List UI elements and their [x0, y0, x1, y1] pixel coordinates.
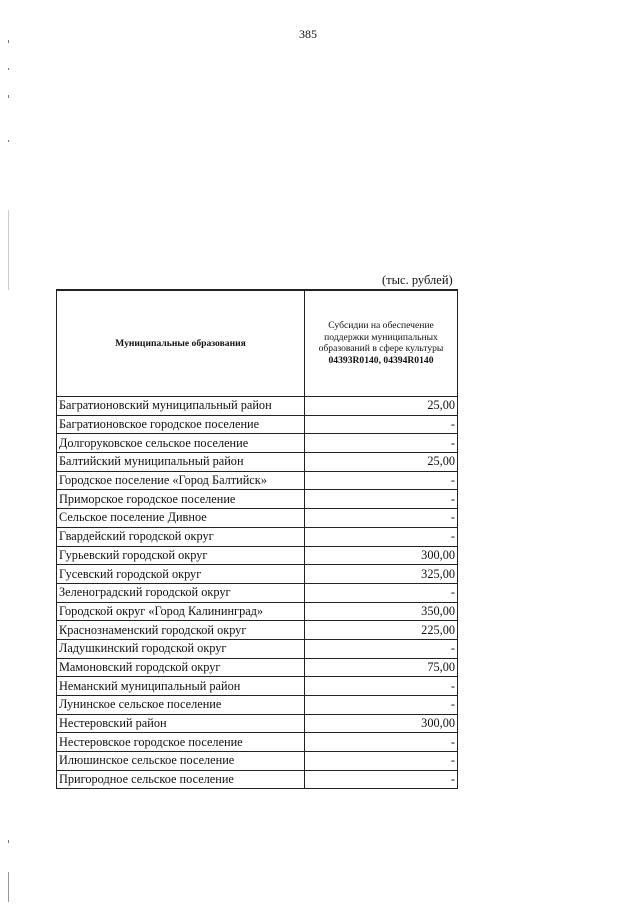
subsidy-amount: 75,00 [305, 658, 458, 677]
subsidy-amount: - [305, 509, 458, 528]
municipality-name: Приморское городское поселение [57, 490, 305, 509]
units-label: (тыс. рублей) [382, 273, 453, 287]
municipality-name: Нестеровское городское поселение [57, 733, 305, 752]
municipality-name: Пригородное сельское поселение [57, 770, 305, 789]
municipality-name: Нестеровский район [57, 714, 305, 733]
table-row [57, 415, 458, 434]
header-subsidy-line: Субсидии на обеспечение [328, 320, 434, 332]
municipality-name: Гурьевский городской округ [57, 546, 305, 565]
municipality-name: Долгоруковское сельское поселение [57, 434, 305, 453]
municipality-name: Ладушкинский городской округ [57, 639, 305, 658]
table-row [57, 621, 458, 640]
table-row [57, 602, 458, 621]
header-subsidy-line: поддержки муниципальных [324, 331, 438, 343]
municipality-name: Зеленоградский городской округ [57, 583, 305, 602]
subsidy-amount: - [305, 696, 458, 715]
subsidy-amount: 225,00 [305, 621, 458, 640]
scan-mark [8, 840, 9, 843]
scan-mark [8, 140, 9, 142]
table-body [57, 397, 458, 789]
table-row [57, 397, 458, 416]
subsidy-amount: - [305, 583, 458, 602]
table-row [57, 714, 458, 733]
table-row [57, 490, 458, 509]
subsidy-amount: 25,00 [305, 453, 458, 472]
header-budget-codes: 04393R0140, 04394R0140 [328, 354, 434, 366]
subsidy-amount: - [305, 490, 458, 509]
subsidy-amount: - [305, 752, 458, 771]
subsidy-amount: - [305, 415, 458, 434]
municipality-name: Илюшинское сельское поселение [57, 752, 305, 771]
municipality-name: Сельское поселение Дивное [57, 509, 305, 528]
header-municipalities: Муниципальные образования [57, 290, 305, 397]
subsidy-amount: 350,00 [305, 602, 458, 621]
scan-mark [8, 68, 9, 70]
subsidy-amount: - [305, 639, 458, 658]
scan-mark [8, 40, 9, 43]
header-subsidy-line: образований в сфере культуры [318, 343, 444, 355]
municipality-name: Краснознаменский городской округ [57, 621, 305, 640]
table-header-row [57, 290, 458, 397]
subsidy-amount: 325,00 [305, 565, 458, 584]
subsidy-amount: 25,00 [305, 397, 458, 416]
municipality-name: Багратионовское городское поселение [57, 415, 305, 434]
municipality-name: Багратионовский муниципальный район [57, 397, 305, 416]
municipality-name: Балтийский муниципальный район [57, 453, 305, 472]
table-row [57, 471, 458, 490]
table-row [57, 658, 458, 677]
municipality-name: Городское поселение «Город Балтийск» [57, 471, 305, 490]
table-row [57, 565, 458, 584]
page-number: 385 [299, 27, 317, 41]
subsidy-amount: - [305, 733, 458, 752]
table-row [57, 434, 458, 453]
table-row [57, 583, 458, 602]
subsidy-amount: - [305, 471, 458, 490]
scan-mark [8, 210, 9, 290]
table-row [57, 527, 458, 546]
subsidy-amount: 300,00 [305, 714, 458, 733]
municipality-name: Гвардейский городской округ [57, 527, 305, 546]
table-row [57, 677, 458, 696]
scan-mark [8, 872, 9, 902]
table-row [57, 546, 458, 565]
scan-mark [8, 95, 9, 98]
municipality-name: Неманский муниципальный район [57, 677, 305, 696]
header-subsidy [305, 290, 458, 397]
municipality-name: Городской округ «Город Калининград» [57, 602, 305, 621]
subsidy-amount: - [305, 677, 458, 696]
subsidy-amount: - [305, 527, 458, 546]
table-row [57, 509, 458, 528]
table-row [57, 696, 458, 715]
municipality-name: Мамоновский городской округ [57, 658, 305, 677]
subsidy-table [56, 289, 458, 789]
subsidy-amount: - [305, 434, 458, 453]
table-row [57, 770, 458, 789]
table-row [57, 752, 458, 771]
table-row [57, 453, 458, 472]
subsidy-amount: - [305, 770, 458, 789]
table-row [57, 733, 458, 752]
subsidy-amount: 300,00 [305, 546, 458, 565]
municipality-name: Гусевский городской округ [57, 565, 305, 584]
table-row [57, 639, 458, 658]
municipality-name: Лунинское сельское поселение [57, 696, 305, 715]
